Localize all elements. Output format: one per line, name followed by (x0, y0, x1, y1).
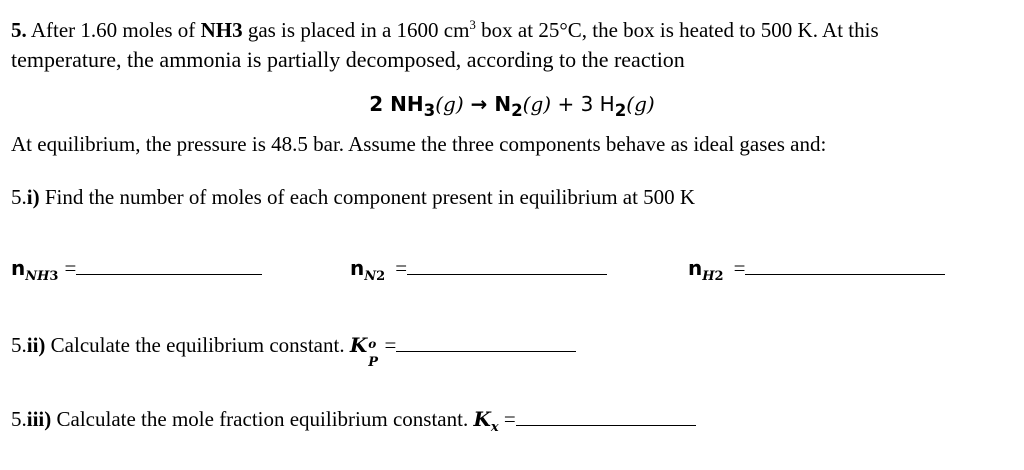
part-iii-question (11, 407, 696, 434)
reaction-lhs: 2 NH (369, 92, 424, 116)
kx-symbol: $K_x$ (473, 407, 499, 435)
n2-equals: = (395, 256, 408, 280)
h2-answer-field[interactable] (745, 256, 945, 275)
nh3-answer-field[interactable] (76, 256, 262, 275)
part-i-question (11, 187, 695, 208)
part-ii-roman: ii) (26, 333, 46, 357)
reaction-n2-sub: 2 (511, 101, 523, 120)
reaction-phase-3: (g) (626, 92, 655, 116)
n2-symbol: $n_{N2}$ (350, 256, 386, 284)
kp-answer-field[interactable] (396, 333, 576, 352)
part-ii-text: Calculate the equilibrium constant. (45, 333, 350, 357)
part-ii-question (11, 333, 576, 370)
intro-text-c: box at 25°C, the box is heated to 500 K. At this (475, 18, 879, 42)
problem-intro-line1 (11, 18, 879, 41)
part-i-num: 5. (11, 185, 27, 209)
answer-nh3 (11, 256, 262, 284)
kp-equals: = (379, 333, 397, 357)
reaction-lhs-sub: 3 (423, 101, 436, 120)
intro-nh3: NH3 (200, 18, 243, 42)
part-iii-num: 5. (11, 407, 27, 431)
reaction-plus-h2: + 3 H (551, 92, 615, 116)
reaction-phase-2: (g) (522, 92, 552, 116)
nh3-symbol: $n_{NH3}$ (11, 256, 59, 284)
h2-symbol: $n_{H2}$ (688, 256, 724, 284)
kx-answer-field[interactable] (516, 407, 696, 426)
reaction-arrow-n2: → N (463, 92, 512, 116)
nh3-equals: = (64, 256, 77, 280)
h2-equals: = (733, 256, 746, 280)
reaction-phase-1: (g) (435, 92, 464, 116)
answer-h2 (688, 256, 945, 284)
reaction-h2-sub: 2 (614, 101, 627, 120)
kp-symbol: K o P (349, 333, 379, 370)
problem-number: 5. (11, 18, 27, 42)
equilibrium-statement: At equilibrium, the pressure is 48.5 bar. Assume the three components behave as ideal gases and: (11, 132, 827, 156)
reaction-equation (0, 92, 1024, 120)
intro-text-a: After 1.60 moles of (26, 18, 201, 42)
kx-equals: = (498, 407, 516, 431)
answer-n2 (350, 256, 607, 284)
intro-cube-exponent: 3 (469, 17, 476, 32)
intro-text-b: gas is placed in a 1600 cm (242, 18, 470, 42)
problem-intro-line2: temperature, the ammonia is partially decomposed, according to the reaction (11, 47, 685, 72)
n2-answer-field[interactable] (407, 256, 607, 275)
part-iii-roman: iii) (26, 407, 52, 431)
part-i-roman: i) (26, 185, 40, 209)
part-i-text: Find the number of moles of each component present in equilibrium at 500 K (39, 185, 696, 209)
part-iii-text: Calculate the mole fraction equilibrium constant. (51, 407, 474, 431)
part-ii-num: 5. (11, 333, 27, 357)
